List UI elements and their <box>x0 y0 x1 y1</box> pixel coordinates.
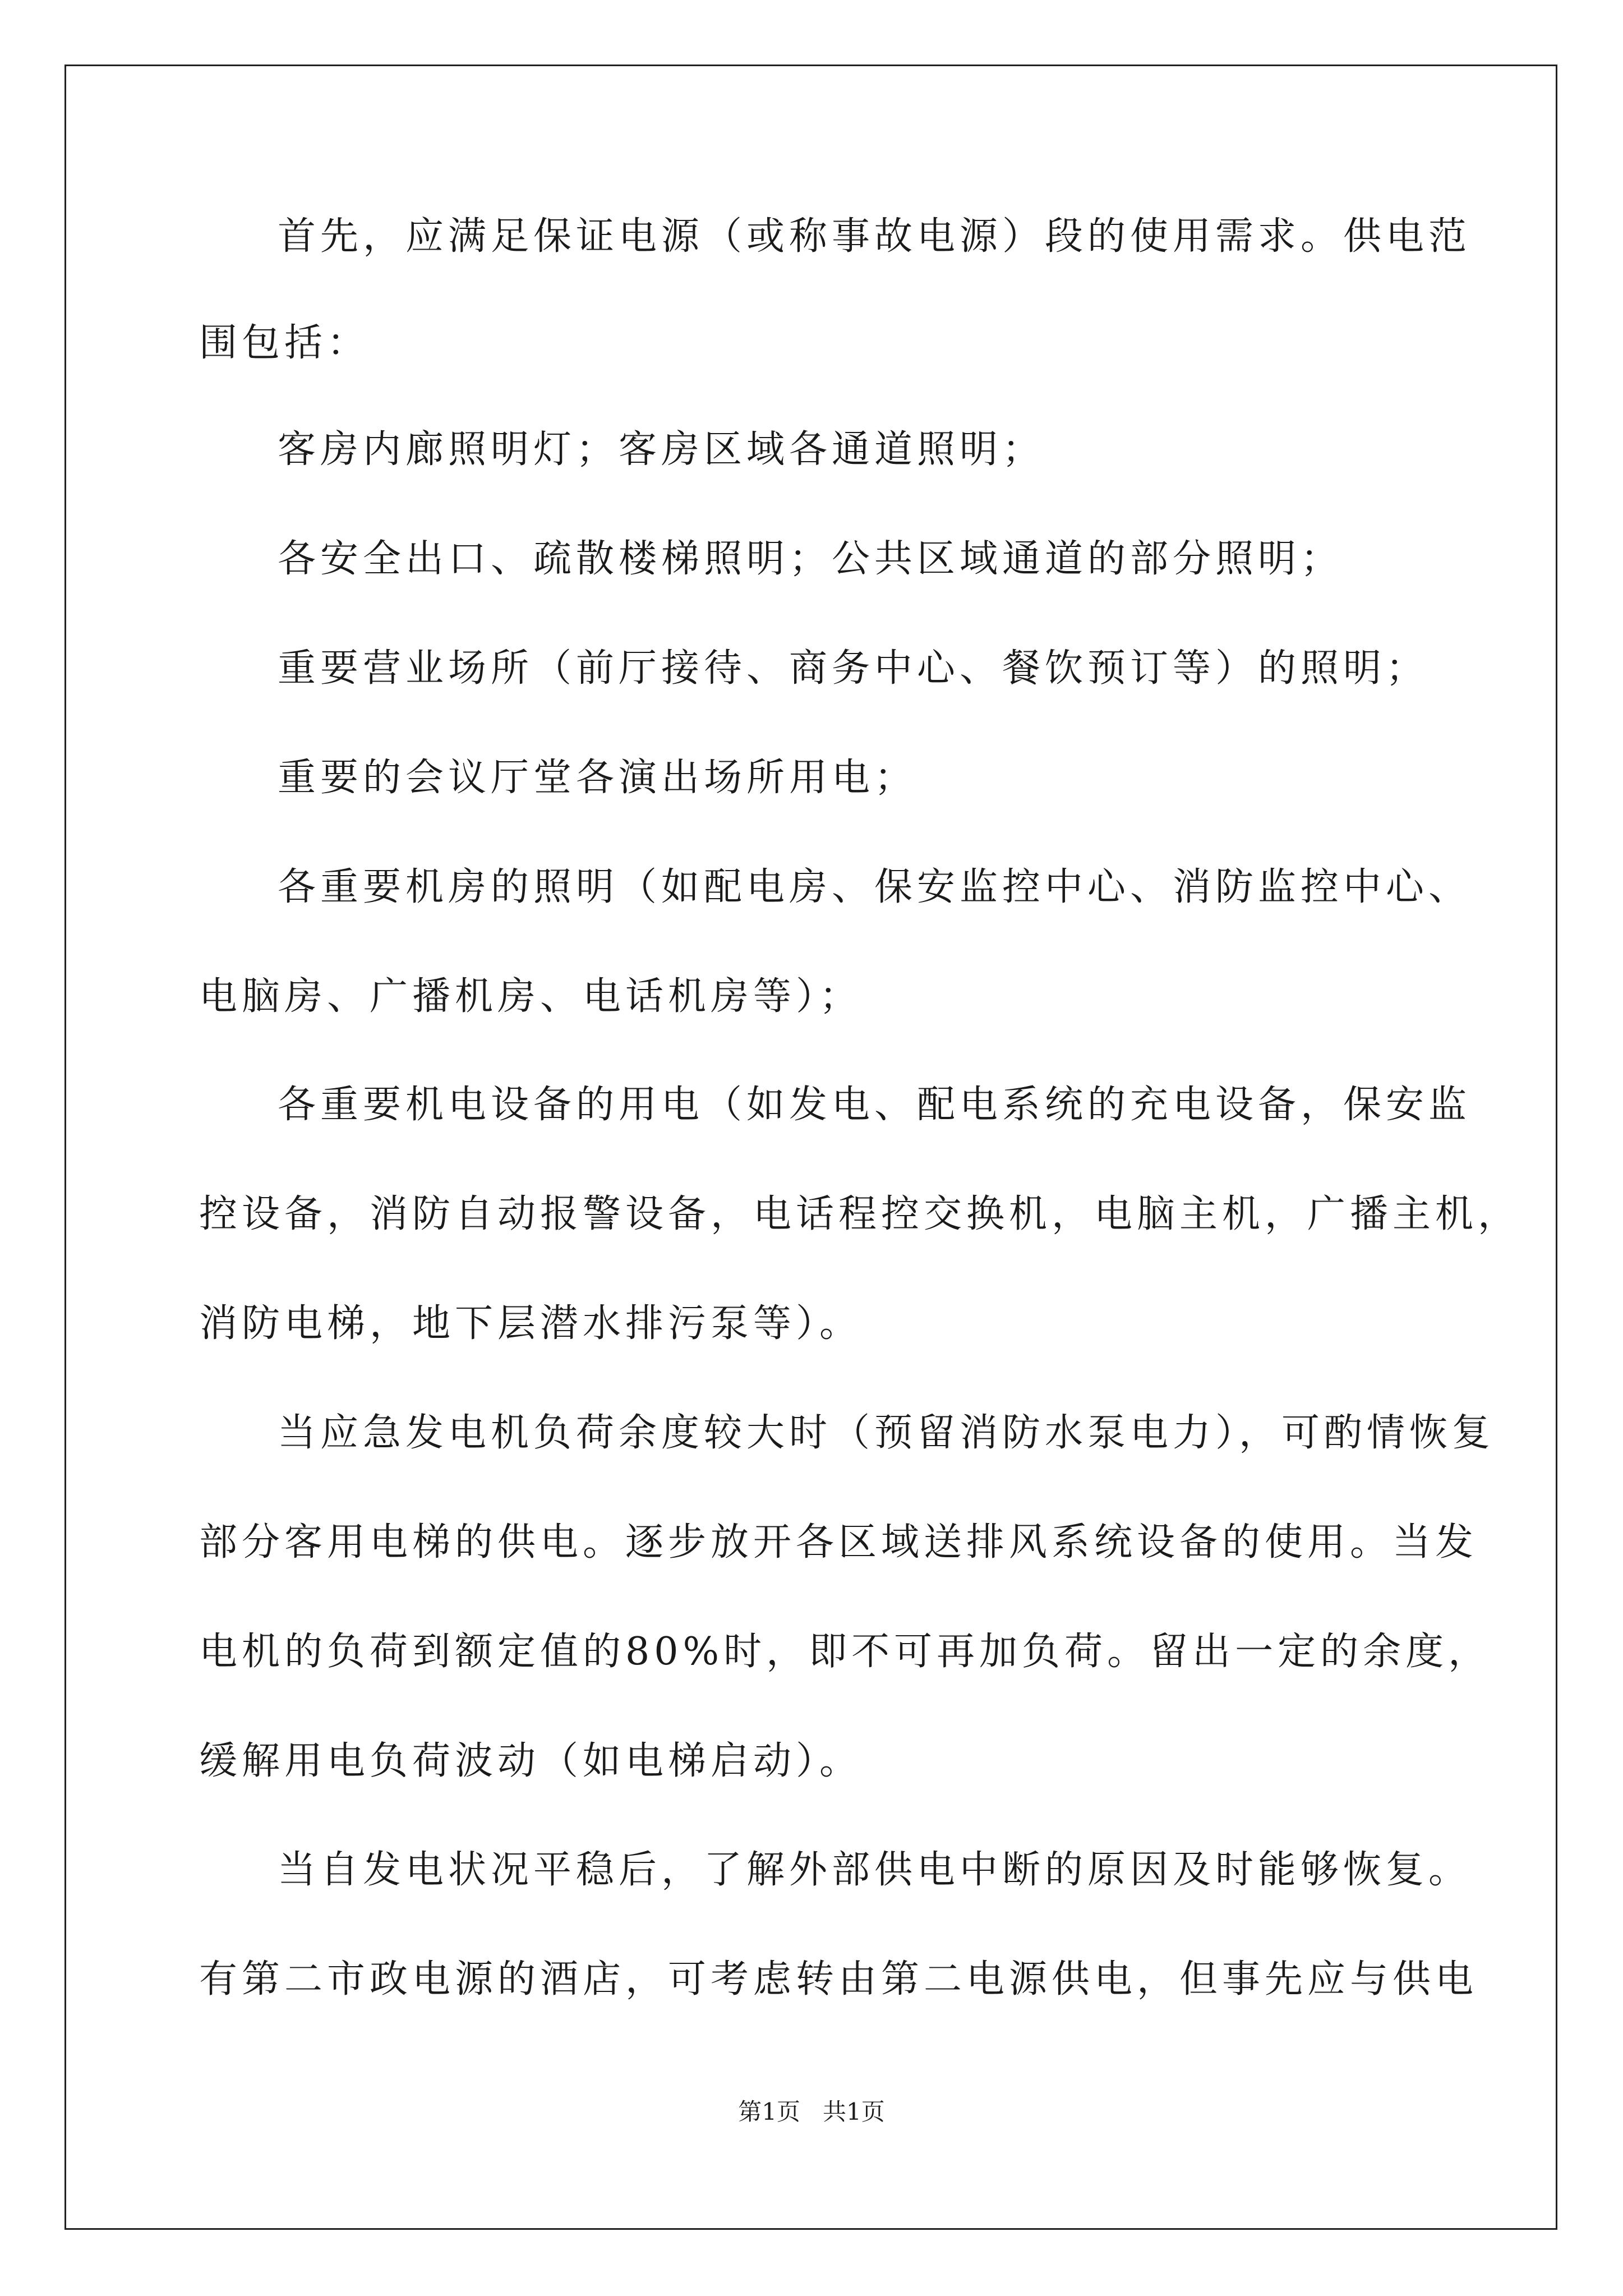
paragraph-line: 控设备，消防自动报警设备，电话程控交换机，电脑主机，广播主机， <box>199 1192 1521 1236</box>
paragraph-line: 电机的负荷到额定值的80%时，即不可再加负荷。留出一定的余度， <box>199 1630 1491 1674</box>
paragraph-line: 首先，应满足保证电源（或称事故电源）段的使用需求。供电范 <box>278 214 1472 259</box>
paragraph-line: 电脑房、广播机房、电话机房等）； <box>199 974 863 1019</box>
paragraph-line: 当应急发电机负荷余度较大时（预留消防水泵电力），可酌情恢复 <box>278 1411 1495 1455</box>
paragraph-line: 重要的会议厅堂各演出场所用电； <box>278 756 917 800</box>
paragraph-line: 重要营业场所（前厅接待、商务中心、餐饮预订等）的照明； <box>278 646 1429 691</box>
paragraph-line: 部分客用电梯的供电。逐步放开各区域送排风系统设备的使用。当发 <box>199 1520 1478 1565</box>
paragraph-line: 各重要机电设备的用电（如发电、配电系统的充电设备，保安监 <box>278 1083 1472 1127</box>
paragraph-line: 围包括： <box>199 321 370 365</box>
paragraph-line: 消防电梯，地下层潜水排污泵等）。 <box>199 1301 863 1346</box>
paragraph-line: 客房内廊照明灯；客房区域各通道照明； <box>278 427 1045 472</box>
paragraph-line: 缓解用电负荷波动（如电梯启动）。 <box>199 1739 863 1783</box>
paragraph-line: 各安全出口、疏散楼梯照明；公共区域通道的部分照明； <box>278 537 1344 581</box>
page-footer: 第1页 共1页 <box>738 2098 885 2125</box>
paragraph-line: 有第二市政电源的酒店，可考虑转由第二电源供电，但事先应与供电 <box>199 1957 1478 2001</box>
page-border <box>64 65 1557 2230</box>
paragraph-line: 当自发电状况平稳后，了解外部供电中断的原因及时能够恢复。 <box>278 1848 1472 1892</box>
paragraph-line: 各重要机房的照明（如配电房、保安监控中心、消防监控中心、 <box>278 865 1472 909</box>
